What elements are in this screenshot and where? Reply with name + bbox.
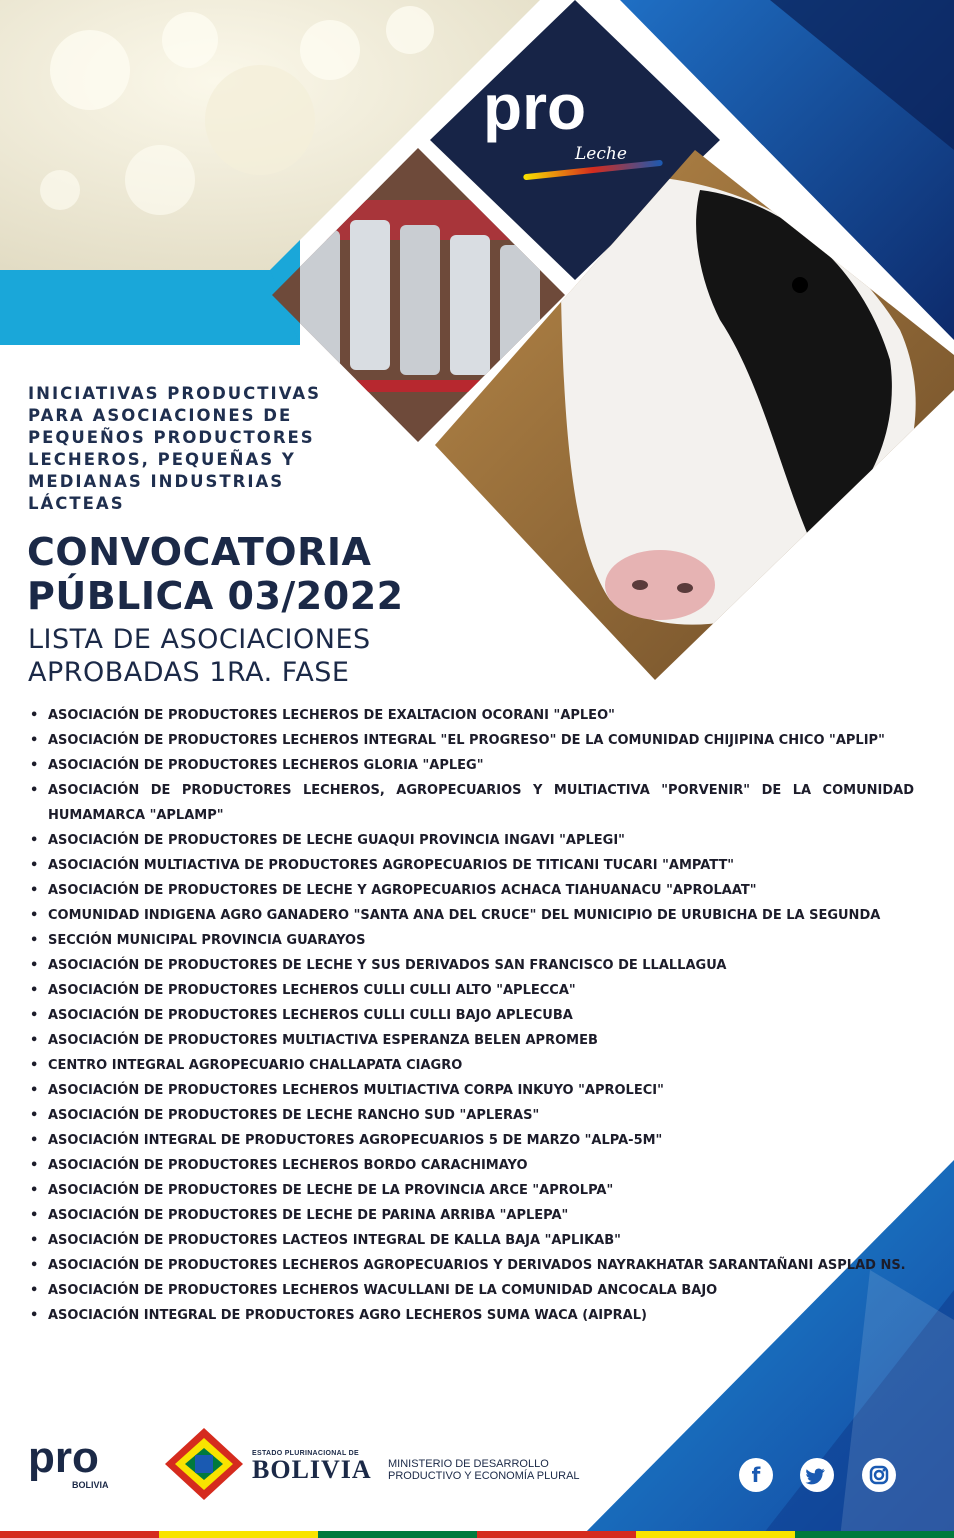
pro-bolivia-logo: [28, 1434, 138, 1494]
list-item: • ASOCIACIÓN DE PRODUCTORES DE LECHE Y SUS DERIVADOS SAN FRANCISCO DE LLALLAGUA: [30, 953, 914, 978]
subtitle-line: PEQUEÑOS PRODUCTORES: [28, 428, 315, 447]
list-item: • ASOCIACIÓN INTEGRAL DE PRODUCTORES AGRO LECHEROS SUMA WACA (AIPRAL): [30, 1303, 914, 1328]
list-item: • ASOCIACIÓN DE PRODUCTORES LACTEOS INTEGRAL DE KALLA BAJA "APLIKAB": [30, 1228, 914, 1253]
list-title-line: LISTA DE ASOCIACIONES: [28, 624, 371, 655]
list-item: • ASOCIACIÓN MULTIACTIVA DE PRODUCTORES AGROPECUARIOS DE TITICANI TUCARI "AMPATT": [30, 853, 914, 878]
list-item: • ASOCIACIÓN DE PRODUCTORES LECHEROS GLORIA "APLEG": [30, 753, 914, 778]
estado-label: ESTADO PLURINACIONAL DE: [252, 1450, 359, 1457]
subtitle-line: LÁCTEAS: [28, 494, 125, 513]
bolivia-label: BOLIVIA: [252, 1455, 372, 1484]
list-item: • ASOCIACIÓN DE PRODUCTORES MULTIACTIVA ESPERANZA BELEN APROMEB: [30, 1028, 914, 1053]
associations-list: [30, 703, 914, 1328]
ministry-label: [388, 1458, 580, 1482]
title-line: PÚBLICA 03/2022: [27, 574, 404, 618]
list-title-line: APROBADAS 1RA. FASE: [28, 657, 350, 688]
bolivia-coat-of-arms-icon: [165, 1428, 243, 1500]
footer-logo-word: pro: [28, 1433, 99, 1482]
list-item: • ASOCIACIÓN DE PRODUCTORES LECHEROS CULLI CULLI BAJO APLECUBA: [30, 1003, 914, 1028]
logo-word: pro: [483, 71, 587, 143]
list-item: • ASOCIACIÓN DE PRODUCTORES LECHEROS, AGROPECUARIOS Y MULTIACTIVA "PORVENIR" DE LA COMUNIDAD HUMAMARCA "APLAMP": [30, 778, 914, 828]
subtitle-line: PARA ASOCIACIONES DE: [28, 406, 293, 425]
ministry-line: MINISTERIO DE DESARROLLO: [388, 1458, 549, 1470]
list-item: • ASOCIACIÓN DE PRODUCTORES LECHEROS DE EXALTACION OCORANI "APLEO": [30, 703, 914, 728]
twitter-icon[interactable]: [800, 1458, 834, 1492]
facebook-icon[interactable]: f: [739, 1458, 773, 1492]
footer-logo-sub: BOLIVIA: [72, 1480, 109, 1490]
list-item: • ASOCIACIÓN DE PRODUCTORES DE LECHE Y AGROPECUARIOS ACHACA TIAHUANACU "APROLAAT": [30, 878, 914, 903]
list-item: • ASOCIACIÓN DE PRODUCTORES DE LECHE RANCHO SUD "APLERAS": [30, 1103, 914, 1128]
list-item: • ASOCIACIÓN DE PRODUCTORES LECHEROS CULLI CULLI ALTO "APLECCA": [30, 978, 914, 1003]
bolivia-state-label: [252, 1450, 372, 1483]
list-item: • ASOCIACIÓN DE PRODUCTORES LECHEROS INTEGRAL "EL PROGRESO" DE LA COMUNIDAD CHIJIPINA CHICO "APLIP": [30, 728, 914, 753]
list-title: [28, 623, 371, 689]
list-item: • ASOCIACIÓN DE PRODUCTORES DE LECHE GUAQUI PROVINCIA INGAVI "APLEGI": [30, 828, 914, 853]
pro-leche-logo: [483, 72, 663, 192]
list-item: • ASOCIACIÓN DE PRODUCTORES LECHEROS MULTIACTIVA CORPA INKUYO "APROLECI": [30, 1078, 914, 1103]
list-item: • ASOCIACIÓN DE PRODUCTORES DE LECHE DE LA PROVINCIA ARCE "APROLPA": [30, 1178, 914, 1203]
title-line: CONVOCATORIA: [27, 530, 372, 574]
list-item: • SECCIÓN MUNICIPAL PROVINCIA GUARAYOS: [30, 928, 914, 953]
page-title: [27, 530, 404, 618]
flag-color-bar: [0, 1531, 954, 1538]
instagram-icon[interactable]: [862, 1458, 896, 1492]
subtitle-line: LECHEROS, PEQUEÑAS Y: [28, 450, 296, 469]
list-item: • ASOCIACIÓN INTEGRAL DE PRODUCTORES AGROPECUARIOS 5 DE MARZO "ALPA-5M": [30, 1128, 914, 1153]
logo-sub: Leche: [575, 144, 627, 164]
subtitle: [28, 383, 358, 515]
list-item: • ASOCIACIÓN DE PRODUCTORES LECHEROS WACULLANI DE LA COMUNIDAD ANCOCALA BAJO: [30, 1278, 914, 1303]
list-item: • CENTRO INTEGRAL AGROPECUARIO CHALLAPATA CIAGRO: [30, 1053, 914, 1078]
list-item: • ASOCIACIÓN DE PRODUCTORES DE LECHE DE PARINA ARRIBA "APLEPA": [30, 1203, 914, 1228]
list-item: • ASOCIACIÓN DE PRODUCTORES LECHEROS BORDO CARACHIMAYO: [30, 1153, 914, 1178]
list-item: • COMUNIDAD INDIGENA AGRO GANADERO "SANTA ANA DEL CRUCE" DEL MUNICIPIO DE URUBICHA DE LA SEGUNDA: [30, 903, 914, 928]
list-item: • ASOCIACIÓN DE PRODUCTORES LECHEROS AGROPECUARIOS Y DERIVADOS NAYRAKHATAR SARANTAÑANI ASPLAD NS.: [30, 1253, 914, 1278]
subtitle-line: INICIATIVAS PRODUCTIVAS: [28, 384, 321, 403]
ministry-line: PRODUCTIVO Y ECONOMÍA PLURAL: [388, 1470, 580, 1482]
subtitle-line: MEDIANAS INDUSTRIAS: [28, 472, 285, 491]
